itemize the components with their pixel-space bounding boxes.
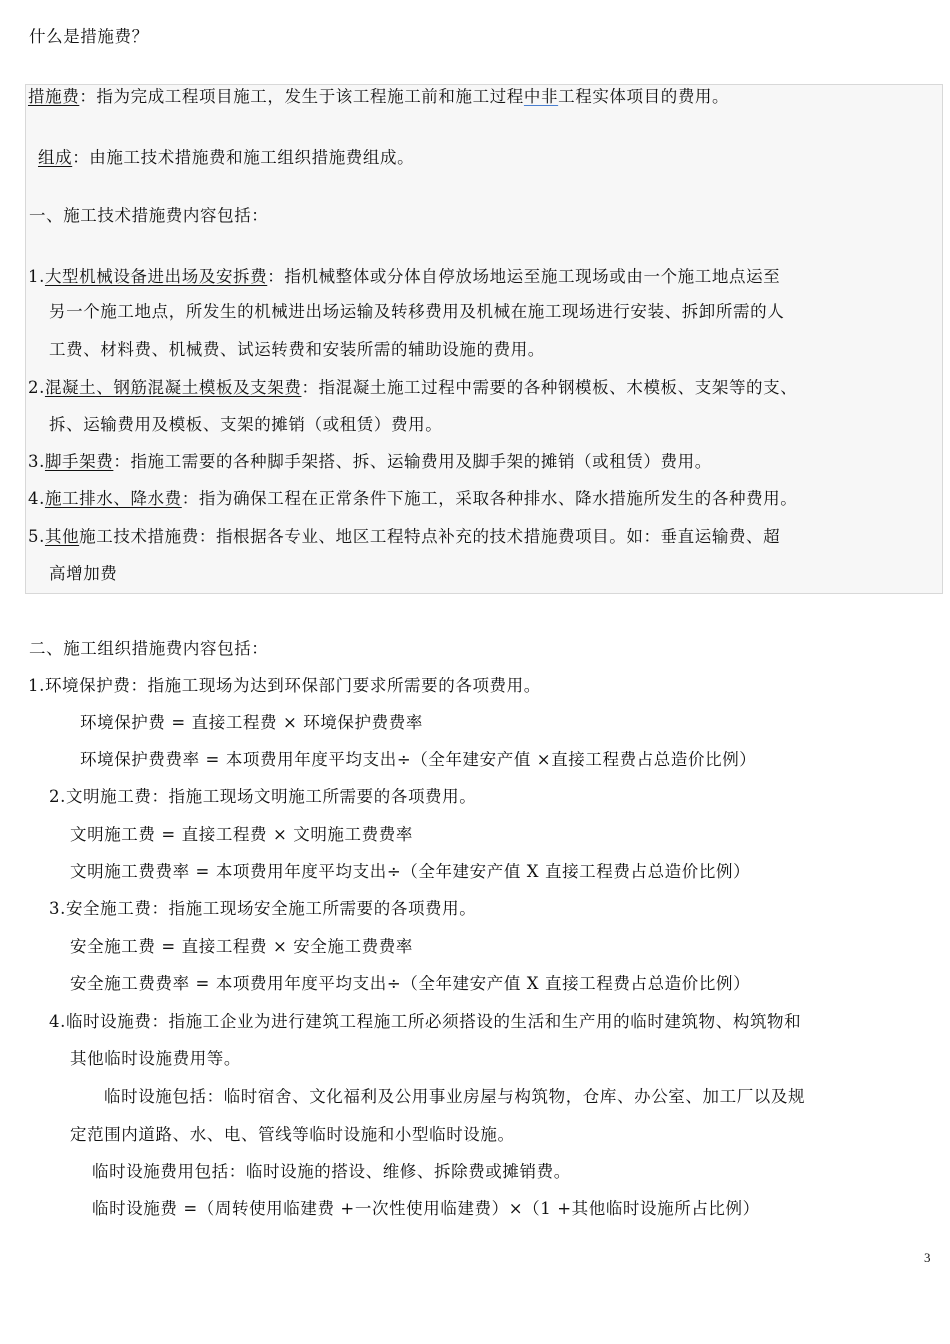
item-text: ：指施工需要的各种脚手架搭、拆、运输费用及脚手架的摊销（或租赁）费用。: [113, 452, 712, 471]
item-number: 3.: [28, 452, 45, 471]
section1-title: 一、施工技术措施费内容包括：: [29, 206, 269, 225]
item-number: 1.: [28, 267, 45, 286]
section1-item: [28, 377, 797, 399]
temp-fee-heading: 4.临时设施费：指施工企业为进行建筑工程施工所必须搭设的生活和生产用的临时建筑物、构筑物和: [49, 1012, 802, 1031]
temp-facilities-formula: 临时设施费 =（周转使用临建费 +一次性使用临建费）×（1 +其他临时设施所占比例）: [92, 1199, 760, 1218]
item-text-continued: 拆、运输费用及模板、支架的摊销（或租赁）费用。: [49, 415, 443, 434]
safety-fee-rate-formula: 安全施工费费率 = 本项费用年度平均支出÷（全年建安产值 X 直接工程费占总造价比例）: [70, 974, 751, 993]
civil-fee-heading: 2.文明施工费：指施工现场文明施工所需要的各项费用。: [49, 787, 477, 806]
item-text: ：指机械整体或分体自停放场地运至施工现场或由一个施工地点运至: [267, 267, 781, 286]
item-text: 施工技术措施费：指根据各专业、地区工程特点补充的技术措施费项目。如：垂直运输费、超: [79, 527, 781, 546]
definition-text-b: 中非: [523, 87, 559, 106]
item-term: 大型机械设备进出场及安拆费: [44, 267, 268, 286]
env-fee-formula: 环境保护费 = 直接工程费 × 环境保护费费率: [80, 713, 423, 732]
definition-line: [28, 86, 729, 108]
safety-fee-formula: 安全施工费 = 直接工程费 × 安全施工费费率: [70, 937, 413, 956]
item-number: 5.: [28, 527, 45, 546]
item-text: ：指为确保工程在正常条件下施工，采取各种排水、降水措施所发生的各种费用。: [181, 489, 798, 508]
item-text-continued: 另一个施工地点，所发生的机械进出场运输及转移费用及机械在施工现场进行安装、拆卸所需的人: [49, 302, 785, 321]
section1-item: [28, 488, 797, 510]
composition-text: ：由施工技术措施费和施工组织措施费组成。: [72, 148, 415, 167]
section1-item: [28, 526, 780, 548]
page-number: 3: [924, 1250, 931, 1265]
section1-item: [28, 266, 780, 288]
item-term: 脚手架费: [44, 452, 114, 471]
section2-title: 二、施工组织措施费内容包括：: [29, 639, 269, 658]
item-text-continued: 高增加费: [49, 564, 118, 583]
temp-fee-heading-continued: 其他临时设施费用等。: [70, 1049, 241, 1068]
civil-fee-rate-formula: 文明施工费费率 = 本项费用年度平均支出÷（全年建安产值 X 直接工程费占总造价比例）: [70, 862, 751, 881]
temp-facilities-include-continued: 定范围内道路、水、电、管线等临时设施和小型临时设施。: [70, 1125, 515, 1144]
composition-line: [38, 147, 414, 169]
temp-facilities-cost: 临时设施费用包括：临时设施的搭设、维修、拆除费或摊销费。: [92, 1162, 571, 1181]
page-heading: 什么是措施费？: [29, 27, 149, 46]
definition-term: 措施费: [28, 87, 80, 106]
item-term: 混凝土、钢筋混凝土模板及支架费: [44, 378, 302, 397]
env-fee-heading: 1.环境保护费：指施工现场为达到环保部门要求所需要的各项费用。: [28, 676, 541, 695]
item-term: 施工排水、降水费: [44, 489, 182, 508]
item-text: ：指混凝土施工过程中需要的各种钢模板、木模板、支架等的支、: [301, 378, 798, 397]
item-text-continued: 工费、材料费、机械费、试运转费和安装所需的辅助设施的费用。: [49, 340, 545, 359]
env-fee-rate-formula: 环境保护费费率 = 本项费用年度平均支出÷（全年建安产值 ×直接工程费占总造价比例）: [80, 750, 757, 769]
item-number: 4.: [28, 489, 45, 508]
definition-text-c: 工程实体项目的费用。: [558, 87, 730, 106]
civil-fee-formula: 文明施工费 = 直接工程费 × 文明施工费费率: [70, 825, 413, 844]
section1-item: [28, 451, 712, 473]
safety-fee-heading: 3.安全施工费：指施工现场安全施工所需要的各项费用。: [49, 899, 477, 918]
item-term: 其他: [44, 527, 80, 546]
definition-text-a: ：指为完成工程项目施工，发生于该工程施工前和施工过程: [79, 87, 524, 106]
composition-term: 组成: [38, 148, 73, 167]
temp-facilities-include: 临时设施包括：临时宿舍、文化福利及公用事业房屋与构筑物，仓库、办公室、加工厂以及规: [104, 1087, 806, 1106]
item-number: 2.: [28, 378, 45, 397]
